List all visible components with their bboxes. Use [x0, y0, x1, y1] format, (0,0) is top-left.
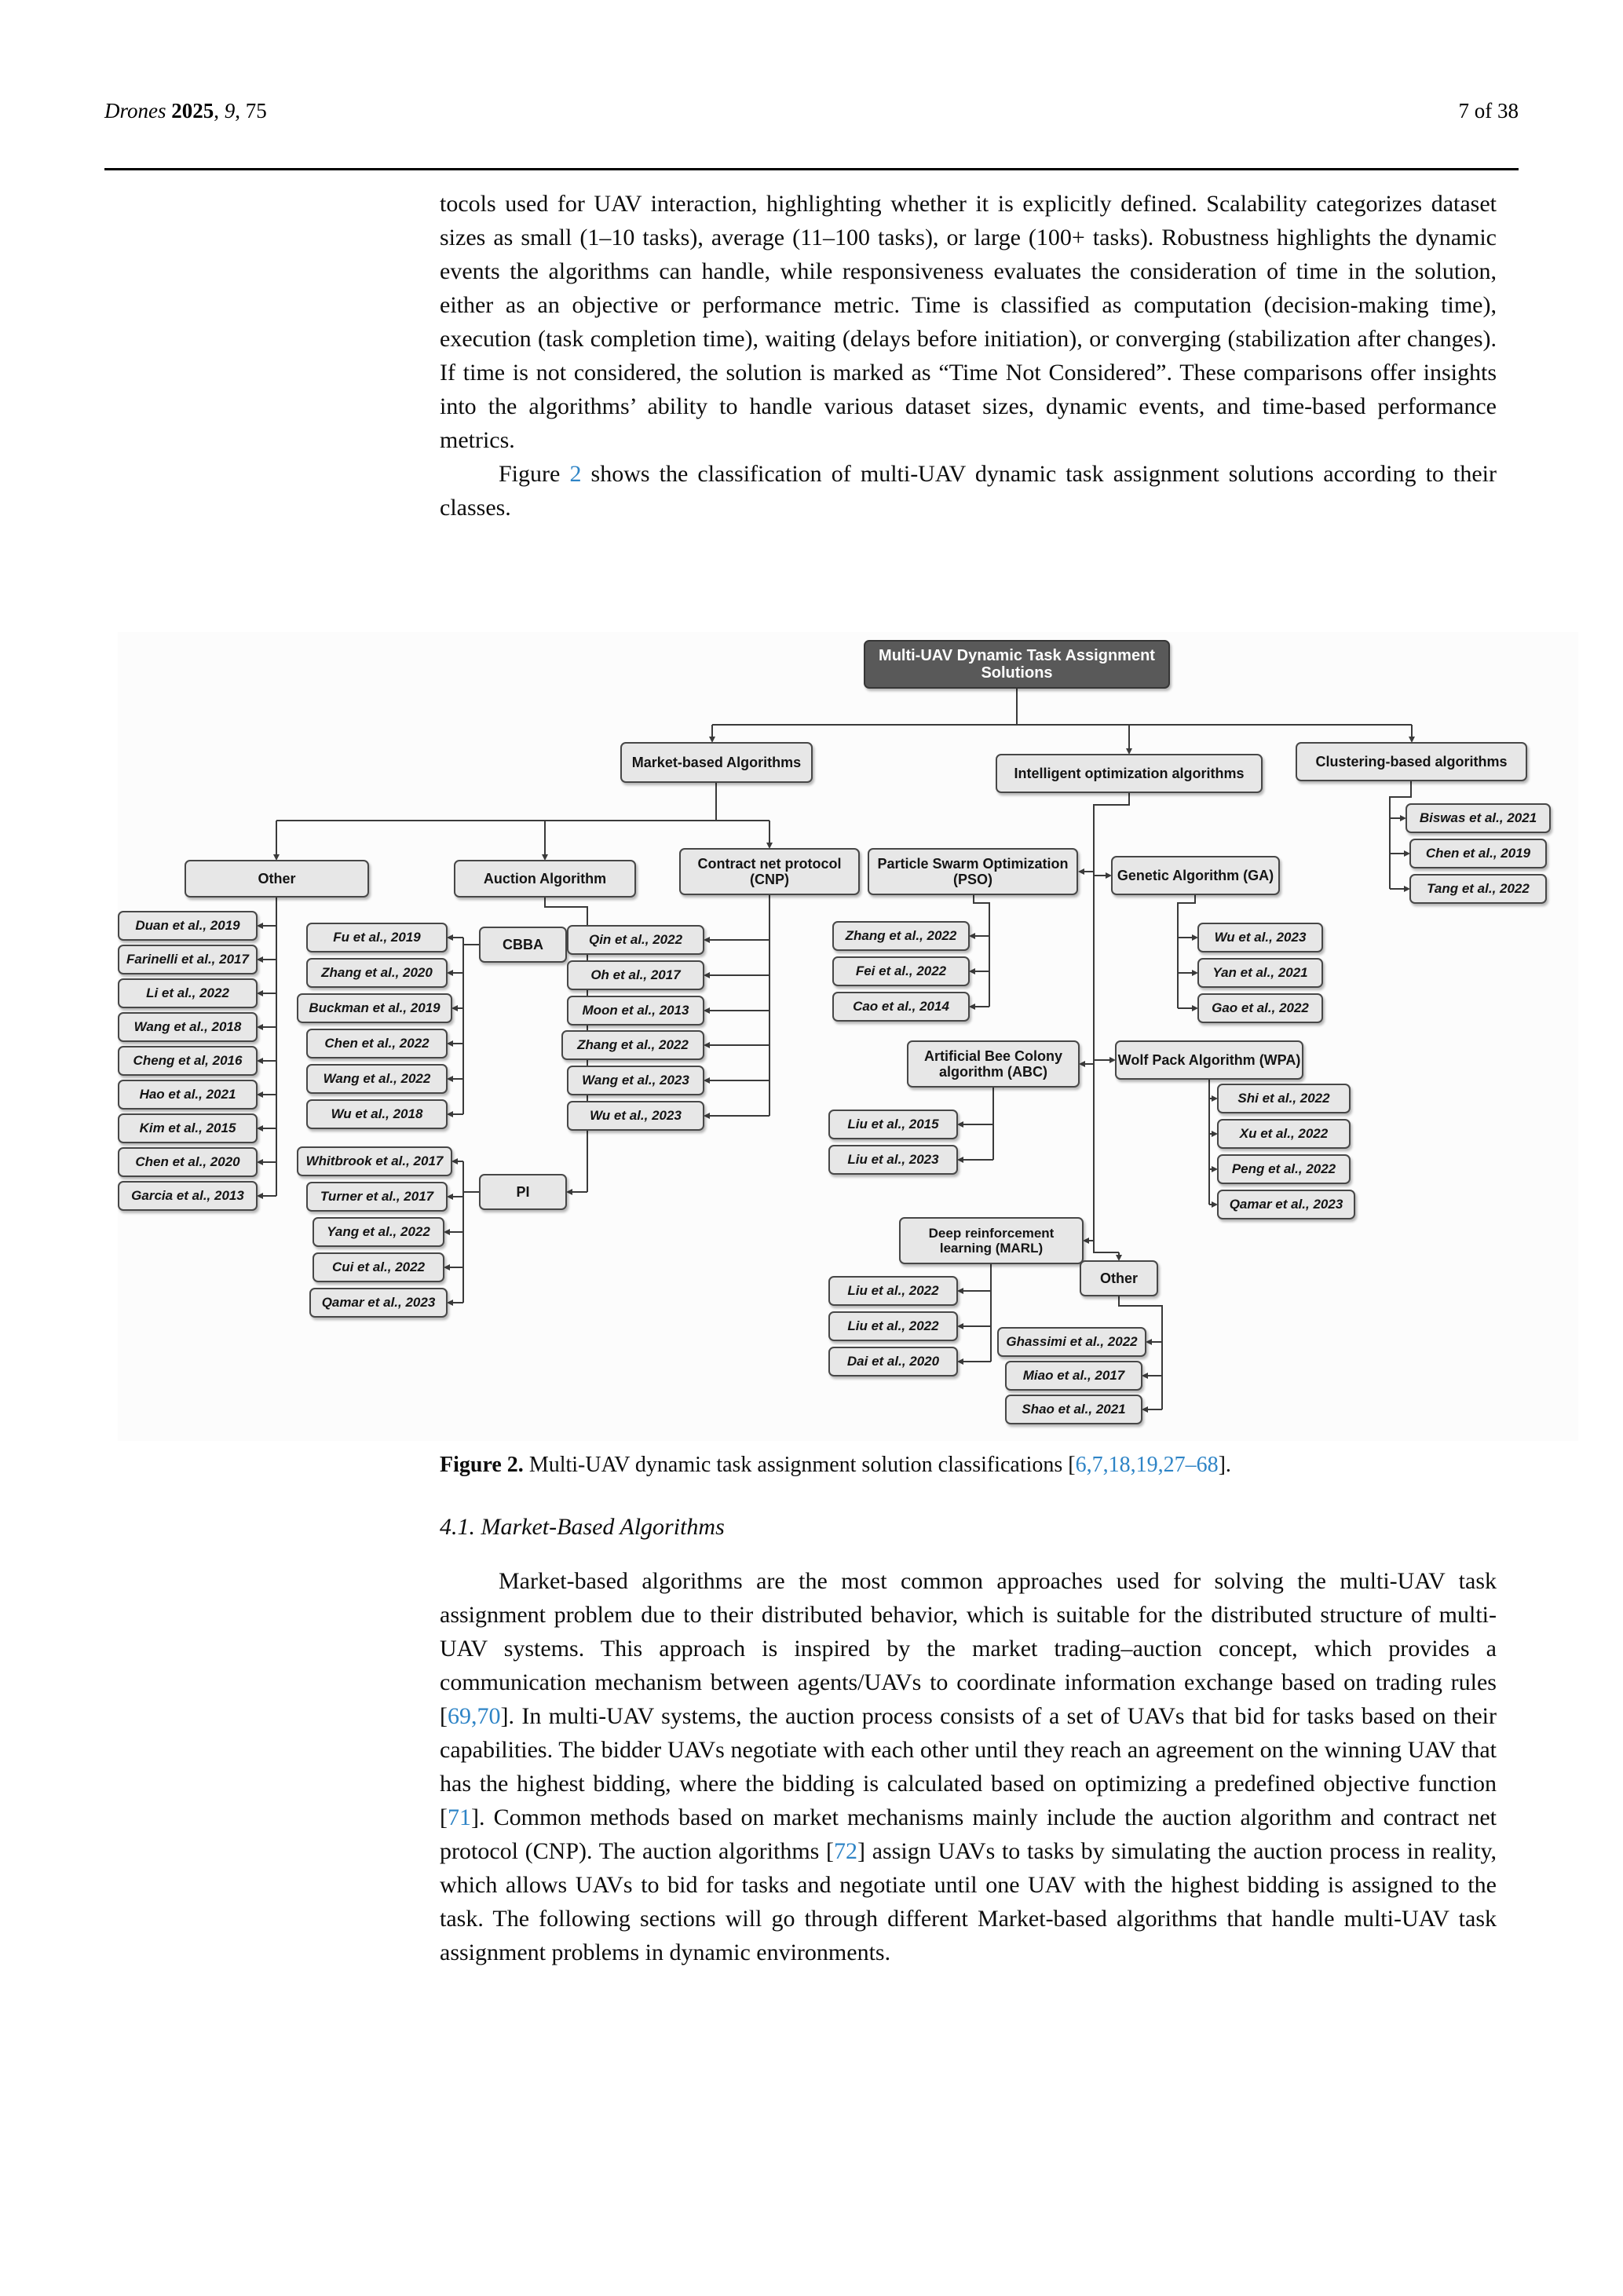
ref-fu-2019: Fu et al., 2019 [306, 923, 448, 952]
node-auction-algorithm: Auction Algorithm [454, 860, 636, 898]
intro-text-block [440, 187, 1497, 525]
node-abc: Artificial Bee Colony algorithm (ABC) [907, 1040, 1080, 1088]
ref-duan-2019: Duan et al., 2019 [118, 911, 258, 941]
section-heading: 4.1. Market-Based Algorithms [440, 1514, 725, 1540]
ref-whitbrook-2017: Whitbrook et al., 2017 [297, 1146, 452, 1176]
node-intelligent-optimization: Intelligent optimization algorithms [996, 754, 1263, 793]
ref-yang-2022: Yang et al., 2022 [313, 1217, 444, 1247]
ref-qin-2022: Qin et al., 2022 [567, 925, 704, 955]
text-run: Multi-UAV dynamic task assignment solution classifications [ [523, 1453, 1076, 1477]
node-intelligent-other: Other [1080, 1260, 1158, 1296]
ref-zhang-2022-cnp: Zhang et al., 2022 [561, 1030, 704, 1060]
ref-li-2022: Li et al., 2022 [118, 978, 258, 1008]
ref-peng-2022: Peng et al., 2022 [1217, 1154, 1351, 1184]
node-root: Multi-UAV Dynamic Task Assignment Solutions [864, 640, 1170, 689]
ref-shao-2021: Shao et al., 2021 [1005, 1395, 1142, 1424]
text-run: Figure [499, 461, 570, 487]
ref-garcia-2013: Garcia et al., 2013 [118, 1181, 258, 1211]
ref-liu-2022-b: Liu et al., 2022 [828, 1311, 958, 1341]
ref-qamar-2023-pi: Qamar et al., 2023 [309, 1288, 448, 1318]
journal-name: Drones [104, 99, 172, 122]
ref-qamar-2023-wpa: Qamar et al., 2023 [1217, 1190, 1355, 1219]
text-run: Market-based algorithms are the most common approaches used for solving the multi-UAV task assignment problem due to their distributed behavior, which is suitable for the distributed structure of multi-UAV systems. This approach is inspired by the market trading–auction concept, which provides a communication mechanism between agents/UAVs to coordinate information exchange based on trading rules [ [440, 1568, 1497, 1729]
ref-liu-2022-a: Liu et al., 2022 [828, 1276, 958, 1306]
ref-oh-2017: Oh et al., 2017 [567, 960, 704, 990]
paragraph-protocols [440, 187, 1497, 457]
ref-turner-2017: Turner et al., 2017 [306, 1182, 448, 1212]
citation-69-70[interactable]: 69,70 [448, 1703, 501, 1729]
figure2-link[interactable]: 2 [569, 461, 582, 487]
caption-label: Figure 2. [440, 1453, 524, 1477]
ref-fei-2022: Fei et al., 2022 [832, 956, 970, 986]
node-cnp: Contract net protocol (CNP) [679, 848, 860, 895]
node-market-other: Other [185, 860, 369, 898]
ref-wang-2018: Wang et al., 2018 [118, 1012, 258, 1042]
ref-ghassimi-2022: Ghassimi et al., 2022 [997, 1327, 1146, 1357]
ref-wu-2018: Wu et al., 2018 [306, 1099, 448, 1129]
node-pi: PI [479, 1174, 567, 1210]
text-run: ]. In multi-UAV systems, the auction process consists of a set of UAVs that bid for tasks based on their capabilities. The bidder UAVs negotiate with each other until they reach an agreement on the winning UAV that has the highest bidding, where the bidding is calculated based on optimizing a predefined objective function [ [440, 1703, 1497, 1830]
page-header [104, 99, 1519, 123]
ref-farinelli-2017: Farinelli et al., 2017 [118, 945, 258, 974]
journal-reference [104, 99, 267, 123]
ref-cui-2022: Cui et al., 2022 [313, 1252, 444, 1282]
ref-liu-2015: Liu et al., 2015 [828, 1110, 958, 1139]
ref-yan-2021: Yan et al., 2021 [1197, 958, 1323, 988]
citation-72[interactable]: 72 [834, 1838, 858, 1864]
text-run: ]. [1218, 1453, 1231, 1477]
node-market-based: Market-based Algorithms [620, 742, 813, 783]
ref-wu-2023-ga: Wu et al., 2023 [1197, 923, 1323, 952]
ref-cao-2014: Cao et al., 2014 [832, 992, 970, 1022]
text-run: , [214, 99, 225, 122]
ref-wang-2022: Wang et al., 2022 [306, 1064, 448, 1094]
figure2-diagram [118, 632, 1578, 1441]
caption-citation-links[interactable]: 6,7,18,19,27–68 [1075, 1453, 1219, 1477]
ref-dai-2020: Dai et al., 2020 [828, 1347, 958, 1377]
ref-wang-2023: Wang et al., 2023 [567, 1066, 704, 1095]
text-run: tocols used for UAV interaction, highlighting whether it is explicitly defined. Scalability categorizes dataset sizes as small (1–10 tasks), average (11–100 tasks), or large (100+ tasks). Robustness highlights the dynamic events the algorithms can handle, while responsiveness evaluates the consideration of time in the solution, either as an objective or performance metric. Time is classified as computation (decision-making time), execution (task completion time), waiting (delays before initiation), or converging (stabilization after changes). If time is not considered, the solution is marked as “Time Not Considered”. These comparisons offer insights into the algorithms’ ability to handle various dataset sizes, dynamic events, and time-based performance metrics. [440, 191, 1497, 453]
ref-gao-2022: Gao et al., 2022 [1197, 993, 1323, 1023]
text-run: shows the classification of multi-UAV dynamic task assignment solutions according to their classes. [440, 461, 1497, 521]
ref-biswas-2021: Biswas et al., 2021 [1406, 803, 1551, 833]
page-indicator: 7 of 38 [1458, 99, 1519, 122]
ref-zhang-2022-pso: Zhang et al., 2022 [832, 921, 970, 951]
ref-chen-2019: Chen et al., 2019 [1409, 839, 1547, 868]
ref-liu-2023: Liu et al., 2023 [828, 1145, 958, 1175]
ref-tang-2022: Tang et al., 2022 [1409, 874, 1547, 904]
node-wpa: Wolf Pack Algorithm (WPA) [1115, 1040, 1303, 1080]
ref-zhang-2020: Zhang et al., 2020 [306, 958, 448, 988]
header-divider [104, 168, 1519, 170]
figure2-caption [440, 1450, 1497, 1481]
node-marl: Deep reinforcement learning (MARL) [899, 1217, 1084, 1264]
ref-chen-2022: Chen et al., 2022 [306, 1029, 448, 1058]
ref-hao-2021: Hao et al., 2021 [118, 1080, 258, 1110]
text-run: ] assign UAVs to tasks by simulating the auction process in reality, which allows UAVs to bid for tasks and negotiate until one UAV with the highest bidding is assigned to the task. The following sections will go through different Market-based algorithms that handle multi-UAV task assignment problems in dynamic environments. [440, 1838, 1497, 1965]
ref-kim-2015: Kim et al., 2015 [118, 1113, 258, 1143]
node-ga: Genetic Algorithm (GA) [1111, 856, 1280, 895]
ref-wu-2023-cnp: Wu et al., 2023 [567, 1101, 704, 1131]
section-text-block [440, 1564, 1497, 1969]
ref-shi-2022: Shi et al., 2022 [1217, 1084, 1351, 1113]
ref-buckman-2019: Buckman et al., 2019 [297, 993, 452, 1023]
node-pso: Particle Swarm Optimization (PSO) [868, 848, 1078, 895]
journal-year: 2025 [171, 99, 214, 122]
node-cbba: CBBA [479, 927, 567, 963]
ref-miao-2017: Miao et al., 2017 [1005, 1361, 1142, 1391]
ref-moon-2013: Moon et al., 2013 [567, 996, 704, 1026]
citation-71[interactable]: 71 [448, 1804, 471, 1830]
ref-chen-2020: Chen et al., 2020 [118, 1147, 258, 1177]
ref-cheng-2016: Cheng et al, 2016 [118, 1046, 258, 1076]
paragraph-figure-intro [440, 457, 1497, 525]
journal-issue: 9 [224, 99, 236, 122]
paragraph-market-based [440, 1564, 1497, 1969]
journal-pages: , 75 [235, 99, 267, 122]
node-clustering-based: Clustering-based algorithms [1296, 742, 1527, 781]
text-run: ]. Common methods based on market mechanisms mainly include the auction algorithm and contract net protocol (CNP). The auction algorithms [ [440, 1804, 1497, 1864]
ref-xu-2022: Xu et al., 2022 [1217, 1119, 1351, 1149]
